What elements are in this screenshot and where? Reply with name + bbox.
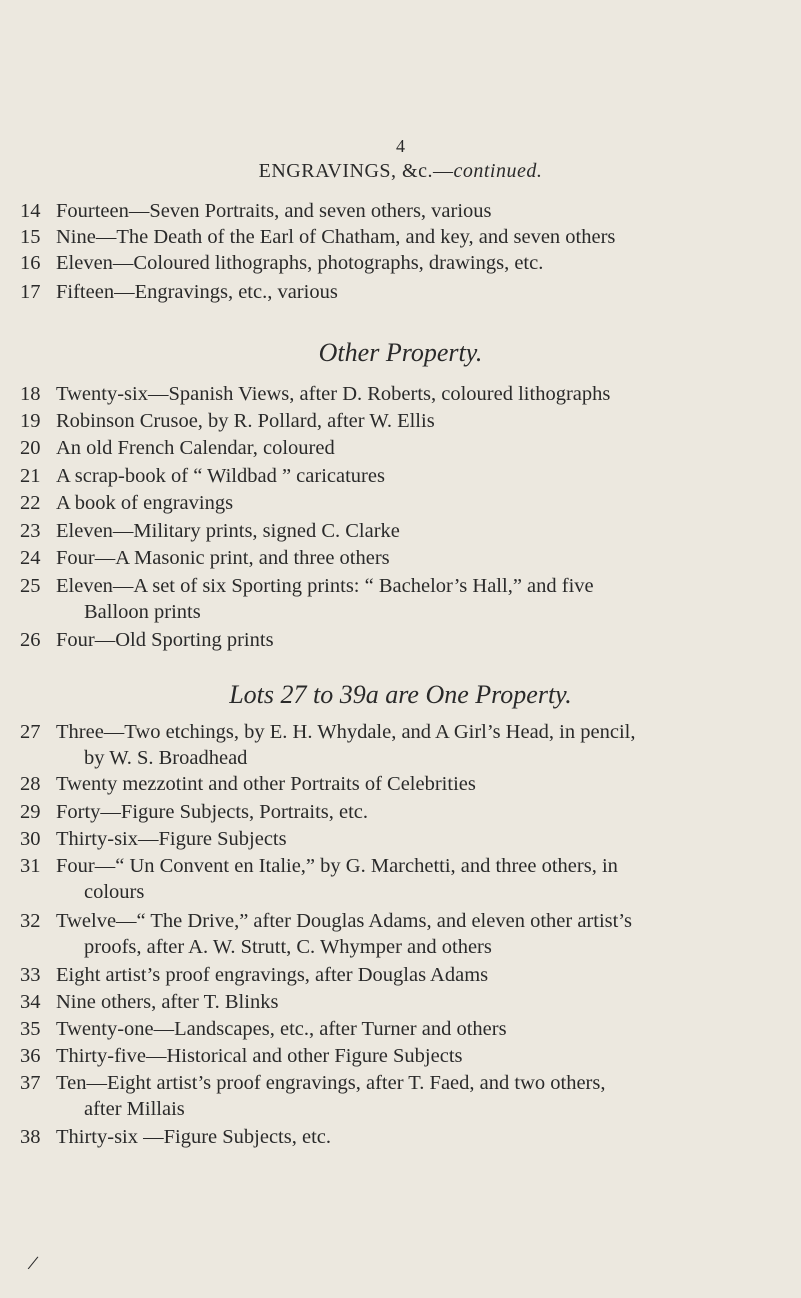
lot-number: 25: [20, 575, 41, 597]
pencil-mark: /: [26, 1249, 41, 1276]
lot-description: A book of engravings: [56, 492, 234, 514]
lot-number: 17: [20, 281, 41, 303]
lot-number: 16: [20, 252, 41, 274]
lot-description: Twenty-one—Landscapes, etc., after Turner and others: [56, 1018, 507, 1040]
lot-description: Four—“ Un Convent en Italie,” by G. Marchetti, and three others, in: [56, 855, 618, 877]
lot-description: Forty—Figure Subjects, Portraits, etc.: [56, 801, 369, 823]
lot-description: Eight artist’s proof engravings, after Douglas Adams: [56, 964, 489, 986]
lot-number: 14: [20, 200, 41, 222]
lot-description-continued: by W. S. Broadhead: [84, 747, 248, 769]
lot-description: Eleven—Military prints, signed C. Clarke: [56, 520, 400, 542]
lot-description: Nine others, after T. Blinks: [56, 991, 279, 1013]
lot-number: 15: [20, 226, 41, 248]
lot-number: 30: [20, 828, 41, 850]
lot-description: Twenty-six—Spanish Views, after D. Roberts, coloured lithographs: [56, 383, 611, 405]
lot-number: 22: [20, 492, 41, 514]
lot-number: 34: [20, 991, 41, 1013]
lot-number: 21: [20, 465, 41, 487]
lot-number: 32: [20, 910, 41, 932]
heading-continued: continued.: [453, 160, 543, 182]
section-other-property: Other Property.: [318, 338, 483, 367]
lot-number: 29: [20, 801, 41, 823]
lot-number: 23: [20, 520, 41, 542]
lot-description: An old French Calendar, coloured: [56, 437, 335, 459]
lot-description: Thirty-five—Historical and other Figure Subjects: [56, 1045, 463, 1067]
lot-number: 24: [20, 547, 41, 569]
lot-number: 38: [20, 1126, 41, 1148]
lot-description: Nine—The Death of the Earl of Chatham, and key, and seven others: [56, 226, 616, 248]
lot-description: Four—Old Sporting prints: [56, 629, 274, 651]
heading-main: ENGRAVINGS, &c.—: [258, 160, 454, 182]
lot-number: 36: [20, 1045, 41, 1067]
lot-description: A scrap-book of “ Wildbad ” caricatures: [56, 465, 385, 487]
lot-number: 26: [20, 629, 41, 651]
lot-description: Twenty mezzotint and other Portraits of Celebrities: [56, 773, 476, 795]
lot-description: Thirty-six —Figure Subjects, etc.: [56, 1126, 331, 1148]
lot-number: 18: [20, 383, 41, 405]
lot-description: Robinson Crusoe, by R. Pollard, after W. Ellis: [56, 410, 435, 432]
lot-description: Eleven—Coloured lithographs, photographs, drawings, etc.: [56, 252, 544, 274]
lot-number: 19: [20, 410, 41, 432]
lot-number: 28: [20, 773, 41, 795]
lot-number: 31: [20, 855, 41, 877]
lot-description: Three—Two etchings, by E. H. Whydale, and A Girl’s Head, in pencil,: [56, 721, 636, 743]
lot-number: 33: [20, 964, 41, 986]
lot-number: 20: [20, 437, 41, 459]
lot-description: Twelve—“ The Drive,” after Douglas Adams, and eleven other artist’s: [56, 910, 632, 932]
lot-description: Fourteen—Seven Portraits, and seven others, various: [56, 200, 492, 222]
lot-description: Ten—Eight artist’s proof engravings, after T. Faed, and two others,: [56, 1072, 606, 1094]
page-heading: [0, 160, 801, 183]
lot-description: Eleven—A set of six Sporting prints: “ Bachelor’s Hall,” and five: [56, 575, 594, 597]
page-number: 4: [396, 136, 405, 156]
lot-number: 37: [20, 1072, 41, 1094]
lot-description: Thirty-six—Figure Subjects: [56, 828, 287, 850]
lot-description: Four—A Masonic print, and three others: [56, 547, 390, 569]
lot-description-continued: proofs, after A. W. Strutt, C. Whymper and others: [84, 936, 492, 958]
lot-description-continued: colours: [84, 881, 145, 903]
lot-description: Fifteen—Engravings, etc., various: [56, 281, 338, 303]
lot-description-continued: after Millais: [84, 1098, 185, 1120]
section-lots-one-property: Lots 27 to 39a are One Property.: [229, 680, 572, 709]
lot-number: 35: [20, 1018, 41, 1040]
lot-description-continued: Balloon prints: [84, 601, 201, 623]
lot-number: 27: [20, 721, 41, 743]
